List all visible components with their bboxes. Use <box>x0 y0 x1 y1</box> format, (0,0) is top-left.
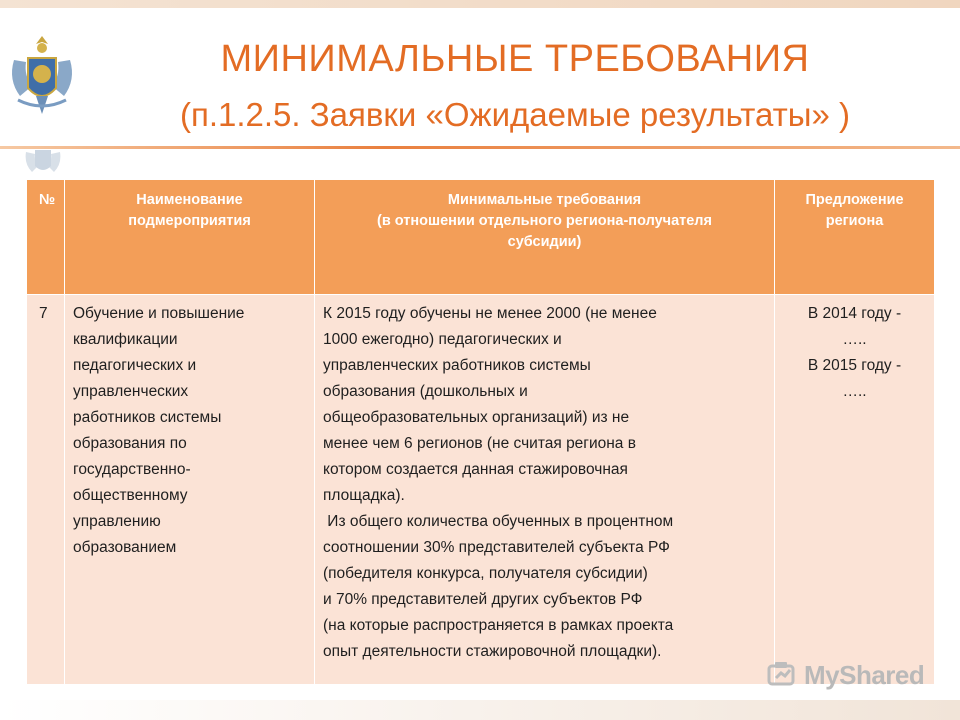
requirements-table <box>26 179 935 685</box>
name-line: квалификации <box>73 331 178 348</box>
requirement-line: котором создается данная стажировочная <box>323 461 628 478</box>
requirement-line: соотношении 30% представителей субъекта РФ <box>323 539 670 556</box>
requirement-line: 1000 ежегодно) педагогических и <box>323 331 562 348</box>
name-line: государственно- <box>73 461 191 478</box>
requirement-line: площадка). <box>323 487 405 504</box>
requirement-line: образования (дошкольных и <box>323 383 528 400</box>
name-line: управленческих <box>73 383 189 400</box>
requirement-line: опыт деятельности стажировочной площадки). <box>323 643 662 660</box>
requirement-line: и 70% представителей других субъектов РФ <box>323 591 643 608</box>
requirement-line: управленческих работников системы <box>323 357 591 374</box>
page-title: МИНИМАЛЬНЫЕ ТРЕБОВАНИЯ <box>220 38 810 80</box>
header-req-line: Минимальные требования <box>447 192 642 208</box>
requirement-line: Из общего количества обученных в процентном <box>323 513 674 530</box>
proposal-line: В 2015 году - <box>807 357 902 374</box>
requirement-line: (победителя конкурса, получателя субсидии) <box>323 565 648 582</box>
header-req-line: (в отношении отдельного региона-получателя <box>377 213 712 229</box>
name-line: общественному <box>73 487 188 504</box>
header-req-line: субсидии) <box>507 234 582 250</box>
row-name-cell <box>65 295 315 685</box>
proposal-line: ….. <box>842 383 867 400</box>
name-line: образованием <box>73 539 177 556</box>
table-header-row <box>27 180 935 295</box>
header-requirements <box>315 180 775 295</box>
row-proposal-cell <box>775 295 935 685</box>
requirement-line: (на которые распространяется в рамках проекта <box>323 617 674 634</box>
proposal-line: В 2014 году - <box>807 305 902 322</box>
watermark-text: MyShared <box>804 659 925 690</box>
header-proposal-line: Предложение <box>805 192 904 208</box>
name-line: работников системы <box>73 409 222 426</box>
requirement-line: менее чем 6 регионов (не считая региона в <box>323 435 636 452</box>
watermark <box>766 658 924 692</box>
page-subtitle: (п.1.2.5. Заявки «Ожидаемые результаты» ) <box>179 96 850 133</box>
name-line: управлению <box>73 513 161 530</box>
header-num: № <box>27 180 65 295</box>
requirement-line: общеобразовательных организаций) из не <box>323 409 630 426</box>
bottom-band <box>0 700 960 720</box>
requirement-line: К 2015 году обучены не менее 2000 (не менее <box>323 305 657 322</box>
row-num-cell: 7 <box>27 295 65 685</box>
name-line: Обучение и повышение <box>73 305 245 322</box>
top-band <box>0 0 960 8</box>
title-divider <box>0 146 960 149</box>
header-proposal-line: региона <box>825 213 884 229</box>
header-name-line: подмероприятия <box>128 213 251 229</box>
header-name-line: Наименование <box>136 192 243 208</box>
table-row <box>27 295 935 685</box>
emblem-icon <box>6 30 78 120</box>
name-line: педагогических и <box>73 357 197 374</box>
header-name <box>65 180 315 295</box>
watermark-logo-icon <box>766 660 800 690</box>
name-line: образования по <box>73 435 187 452</box>
proposal-line: ….. <box>842 331 867 348</box>
header-proposal <box>775 180 935 295</box>
row-requirements-cell <box>315 295 775 685</box>
